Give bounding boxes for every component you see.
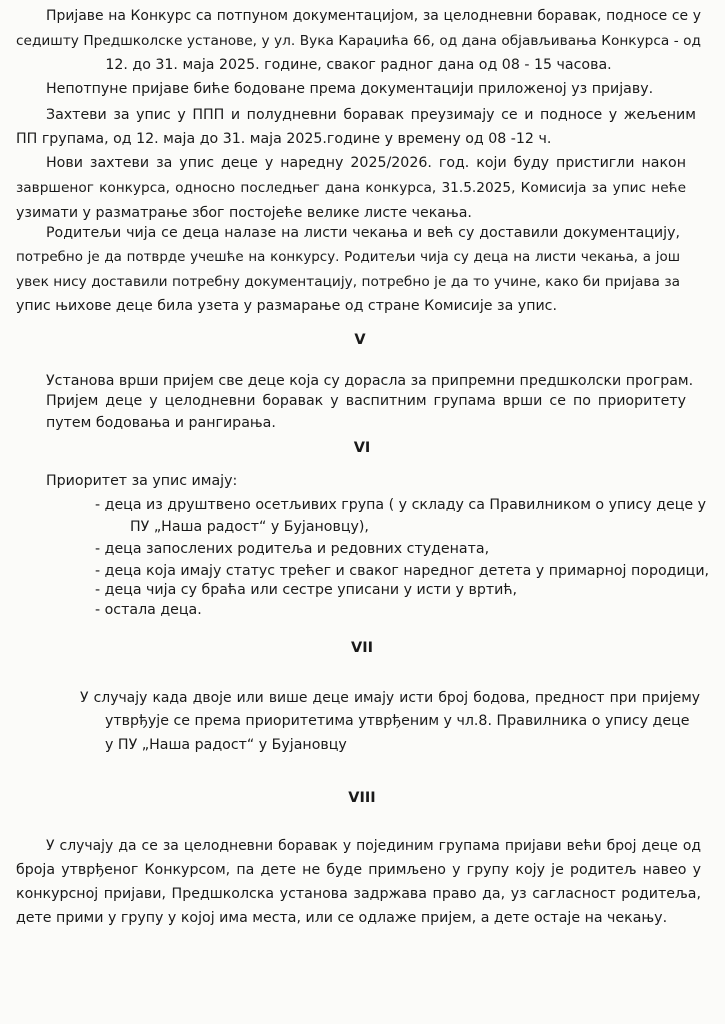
section-viii-line-1: У случају да се за целодневни боравак у појединим групама пријави већи број деце од [46,838,701,854]
section-v-paragraph-1: Установа врши пријем све деце која су дорасла за припремни предшколски програм. [46,373,694,389]
paragraph-3-line-1: Захтеви за упис у ППП и полудневни боравак преузимају се и подносе у жељеним [46,107,696,123]
paragraph-4-line-3: узимати у разматрање због постојеће велике листе чекања. [16,205,472,221]
section-v-heading: V [354,332,366,348]
paragraph-1-line-3: 12. до 31. маја 2025. године, сваког радног дана од 08 - 15 часова. [105,57,612,73]
section-viii-line-2: броја утврђеног Конкурсом, па дете не буде примљено у групу коју је родитељ навео у [16,862,701,878]
priority-item-1: - деца из друштвено осетљивих група ( у складу са Правилником о упису деце у [95,497,707,513]
priority-item-4: - деца чија су браћа или сестре уписани у исти у вртић, [95,582,518,598]
section-viii-line-4: дете прими у групу у којој има места, или се одлаже пријем, а дете остаје на чекању. [16,910,668,926]
priority-item-1-continuation: ПУ „Наша радост“ у Бујановцу), [130,519,369,535]
priority-item-2: - деца запослених родитеља и редовних студената, [95,541,490,557]
section-vii-line-1: У случају када двоје или више деце имају исти број бодова, предност при пријему [80,690,700,706]
paragraph-5-line-3: увек нису доставили потребну документацију, потребно је да то учине, како би пријава за [16,274,680,290]
section-vi-heading: VI [353,440,371,456]
paragraph-5-line-4: упис њихове деце била узета у размарање од стране Комисије за упис. [16,298,557,314]
section-vii-line-2: утврђује се према приоритетима утврђеним у чл.8. Правилника о упису деце [105,713,690,729]
priority-item-5: - остала деца. [95,602,202,618]
paragraph-4-line-2: завршеног конкурса, односно последњег дана конкурса, 31.5.2025, Комисија за упис неће [16,180,686,196]
priority-item-3: - деца која имају статус трећег и сваког наредног детета у примарној породици, [95,563,710,579]
paragraph-3-line-2: ПП групама, од 12. маја до 31. маја 2025.године у времену од 08 -12 ч. [16,131,552,147]
section-v-paragraph-2-line-1: Пријем деце у целодневни боравак у васпитним групама врши се по приоритету [46,393,686,409]
section-vii-heading: VII [350,640,373,656]
paragraph-2-line-1: Непотпуне пријаве биће бодоване према документацији приложеној уз пријаву. [46,81,654,97]
paragraph-5-line-2: потребно је да потврде учешће на конкурсу. Родитељи чија су деца на листи чекања, а још [16,250,680,265]
paragraph-1-line-2: седишту Предшколске установе, у ул. Вука Караџића 66, од дана објављивања Конкурса - од [16,33,701,49]
paragraph-1-line-1: Пријаве на Конкурс са потпуном документацијом, за целодневни боравак, подносе се у [46,8,701,24]
section-vii-line-3: у ПУ „Наша радост“ у Бујановцу [105,737,347,753]
paragraph-5-line-1: Родитељи чија се деца налазе на листи чекања и већ су доставили документацију, [46,225,680,241]
section-vi-intro: Приоритет за упис имају: [46,473,238,489]
section-viii-line-3: конкурсној пријави, Предшколска установа задржава право да, уз сагласност родитеља, [16,886,701,902]
section-v-paragraph-2-line-2: путем бодовања и рангирања. [46,415,276,431]
paragraph-4-line-1: Нови захтеви за упис деце у наредну 2025/2026. год. који буду пристигли након [46,155,686,171]
section-viii-heading: VIII [348,790,376,806]
